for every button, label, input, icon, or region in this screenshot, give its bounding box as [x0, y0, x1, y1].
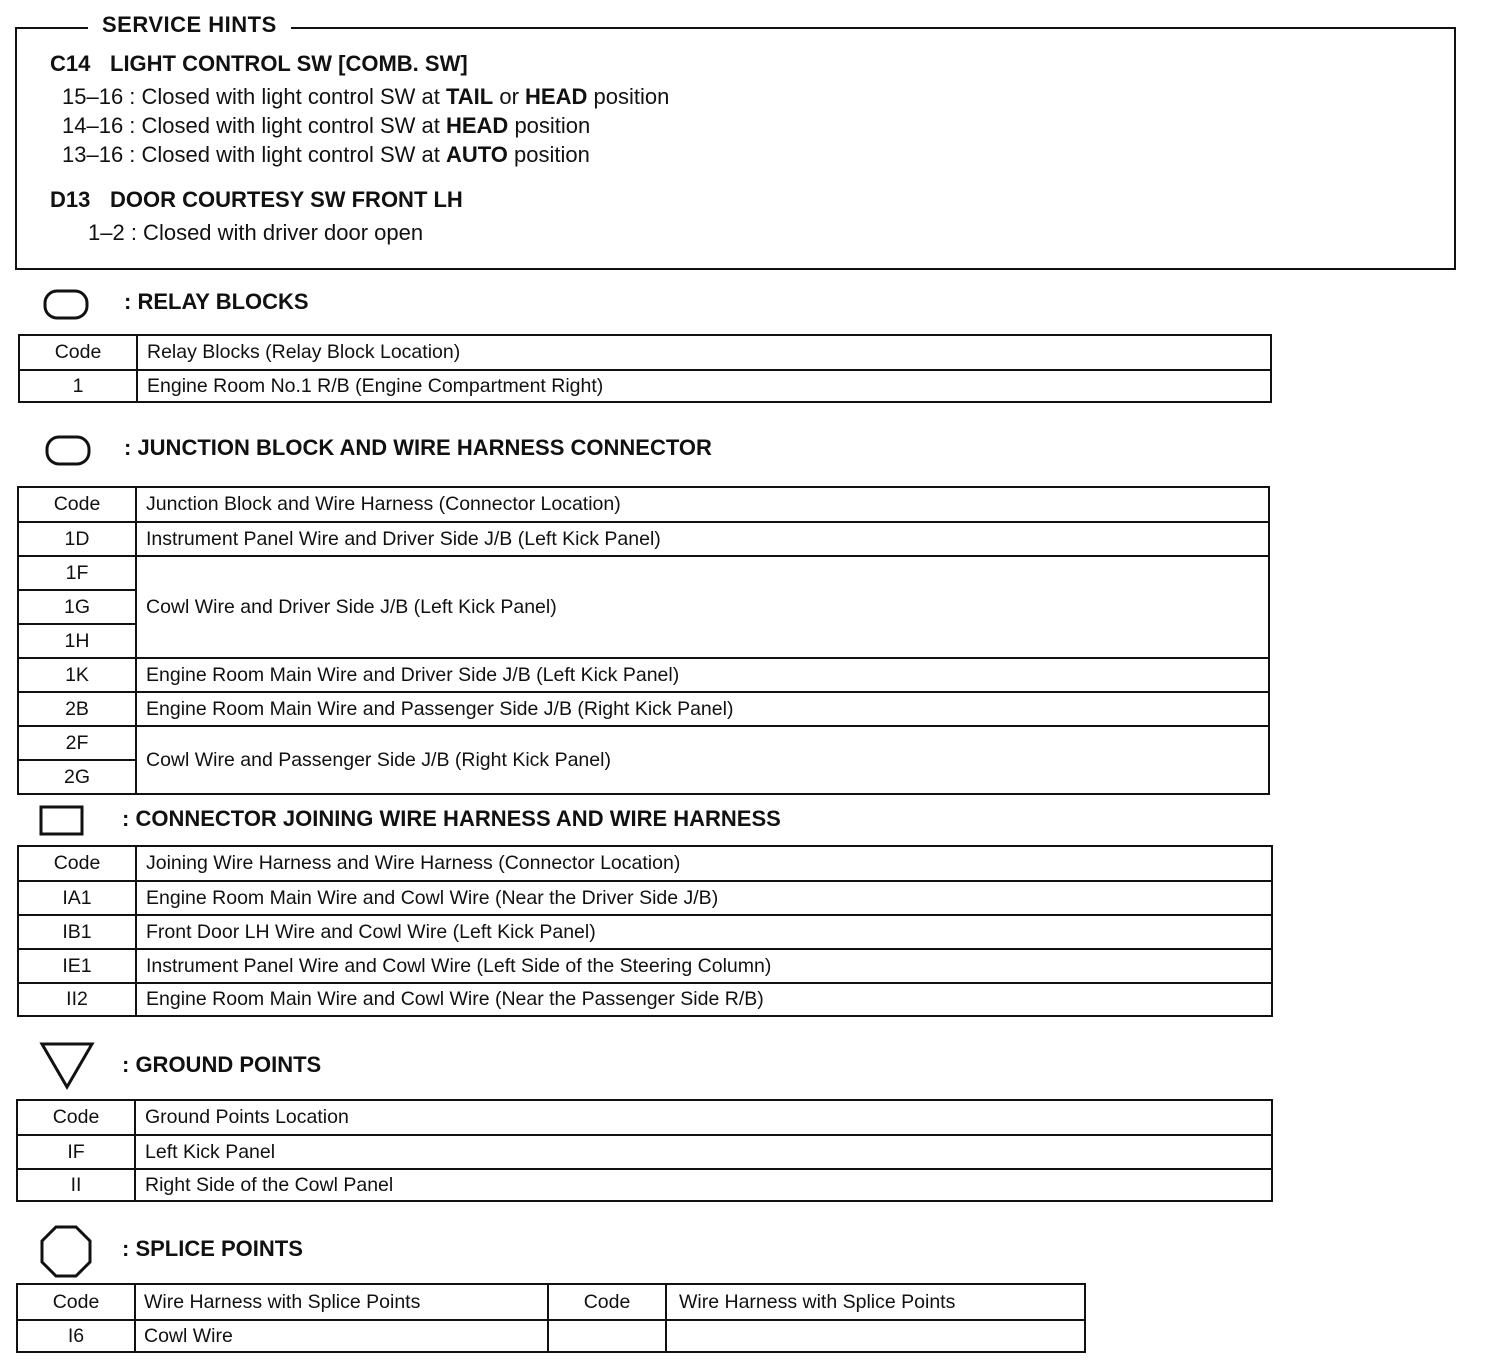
hint-code: D13 [50, 187, 91, 212]
octagon-icon [38, 1224, 94, 1280]
splice-points-title: : SPLICE POINTS [122, 1236, 303, 1261]
table-header-row: Code Junction Block and Wire Harness (Connector Location) [18, 487, 1269, 522]
junction-blocks-table [17, 486, 1270, 795]
table-row: 2F Cowl Wire and Passenger Side J/B (Right Kick Panel) [18, 726, 1269, 760]
table-row: 2G [18, 760, 1269, 794]
table-row: 1F Cowl Wire and Driver Side J/B (Left Kick Panel) [18, 556, 1269, 590]
table-row: IA1 Engine Room Main Wire and Cowl Wire (Near the Driver Side J/B) [18, 881, 1272, 915]
table-row: 1 Engine Room No.1 R/B (Engine Compartment Right) [19, 370, 1271, 402]
table-row: 1G [18, 590, 1269, 624]
rounded-rect-icon [45, 435, 93, 467]
ground-points-title: : GROUND POINTS [122, 1052, 322, 1077]
table-row: IF Left Kick Panel [17, 1135, 1272, 1169]
table-row: 1D Instrument Panel Wire and Driver Side J/B (Left Kick Panel) [18, 522, 1269, 556]
table-row: IE1 Instrument Panel Wire and Cowl Wire (Left Side of the Steering Column) [18, 949, 1272, 983]
table-header-row: Code Relay Blocks (Relay Block Location) [19, 335, 1271, 370]
table-header-row: Code Joining Wire Harness and Wire Harness (Connector Location) [18, 846, 1272, 881]
triangle-down-icon [38, 1040, 98, 1092]
hint-code: C14 [50, 51, 91, 76]
service-hints-title: SERVICE HINTS [88, 12, 291, 38]
hint-line: 15–16 : Closed with light control SW at TAIL or HEAD position [62, 84, 670, 109]
connectors-table [17, 845, 1273, 1017]
rounded-rect-icon [43, 289, 91, 321]
hint-line: 14–16 : Closed with light control SW at HEAD position [62, 113, 591, 138]
table-row: II Right Side of the Cowl Panel [17, 1169, 1272, 1201]
splice-points-table [16, 1283, 1086, 1353]
table-header-row: Code Ground Points Location [17, 1100, 1272, 1135]
hint-heading-c14 [50, 51, 468, 77]
junction-blocks-title: : JUNCTION BLOCK AND WIRE HARNESS CONNECTOR [124, 435, 712, 460]
connectors-title: : CONNECTOR JOINING WIRE HARNESS AND WIRE HARNESS [122, 806, 781, 831]
table-row: IB1 Front Door LH Wire and Cowl Wire (Left Kick Panel) [18, 915, 1272, 949]
hint-line: 13–16 : Closed with light control SW at AUTO position [62, 142, 590, 167]
hint-heading-d13 [50, 187, 463, 213]
hint-name: DOOR COURTESY SW FRONT LH [110, 187, 463, 212]
table-row: 2B Engine Room Main Wire and Passenger Side J/B (Right Kick Panel) [18, 692, 1269, 726]
ground-points-table [16, 1099, 1273, 1202]
table-header-row: Code Wire Harness with Splice Points Code Wire Harness with Splice Points [17, 1284, 1085, 1320]
hint-line: 1–2 : Closed with driver door open [88, 220, 424, 245]
relay-blocks-table [18, 334, 1272, 403]
table-row: 1K Engine Room Main Wire and Driver Side J/B (Left Kick Panel) [18, 658, 1269, 692]
relay-blocks-title: : RELAY BLOCKS [124, 289, 309, 314]
table-row: 1H [18, 624, 1269, 658]
table-row: II2 Engine Room Main Wire and Cowl Wire (Near the Passenger Side R/B) [18, 983, 1272, 1016]
rectangle-icon [38, 804, 88, 838]
table-row: I6 Cowl Wire [17, 1320, 1085, 1352]
hint-name: LIGHT CONTROL SW [COMB. SW] [110, 51, 468, 76]
